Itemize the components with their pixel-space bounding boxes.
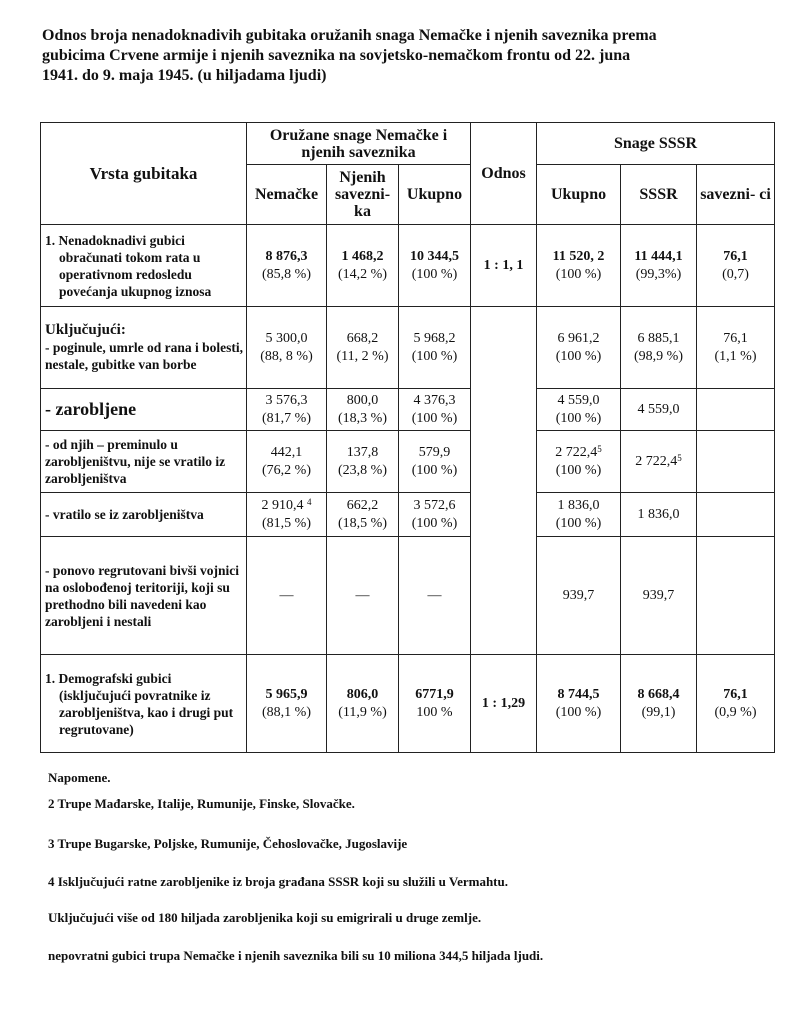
row-label: - ponovo regrutovani bivši vojnici na oslobođenoj teritoriji, koji su prethodno bili navedeni kao zarobljeni i nestali [41,537,247,655]
cell-ukupno-german: 6771,9 100 % [399,655,471,753]
cell-odnos: 1 : 1,29 [471,655,537,753]
table-row [41,537,775,655]
cell-saveznici: 76,1 (1,1 %) [697,307,775,389]
cell-ukupno-ussr: 8 744,5 (100 %) [537,655,621,753]
cell-saveznici: 76,1 (0,9 %) [697,655,775,753]
cell-ukupno-german: — [399,537,471,655]
cell-ukupno-ussr: 2 722,4$^5$ (100 %) [537,431,621,493]
cell-sssr: 11 444,1 (99,3%) [621,225,697,307]
cell-nemacke: 2 910,4 $^4$ (81,5 %) [247,493,327,537]
cell-sssr: 1 836,0 [621,493,697,537]
cell-sssr: 2 722,4$^5$ [621,431,697,493]
cell-ukupno-german: 5 968,2 (100 %) [399,307,471,389]
cell-ukupno-ussr: 4 559,0 (100 %) [537,389,621,431]
cell-sssr: 939,7 [621,537,697,655]
note-5: Uključujući više od 180 hiljada zarobljenika koji su emigrirali u druge zemlje. [48,910,482,925]
cell-sssr: 4 559,0 [621,389,697,431]
title-line-3: 1941. do 9. maja 1945. (u hiljadama ljudi) [42,67,327,84]
cell-njenih: 1 468,2 (14,2 %) [327,225,399,307]
losses-table [40,122,775,753]
row-label: - zarobljene [41,389,247,431]
cell-saveznici-empty [697,431,775,493]
cell-saveznici-empty [697,537,775,655]
cell-ukupno-ussr: 939,7 [537,537,621,655]
table-row [41,493,775,537]
header-vrsta-gubitaka: Vrsta gubitaka [41,123,247,225]
losses-table-wrapper [40,122,774,753]
cell-ukupno-ussr: 6 961,2 (100 %) [537,307,621,389]
cell-njenih: 806,0 (11,9 %) [327,655,399,753]
cell-sssr: 6 885,1 (98,9 %) [621,307,697,389]
title-line-1: Odnos broja nenadoknadivih gubitaka oružanih snaga Nemačke i njenih saveznika prema [42,27,657,44]
note-2: 2 Trupe Mađarske, Italije, Rumunije, Finske, Slovačke. [48,796,355,811]
cell-ukupno-ussr: 1 836,0 (100 %) [537,493,621,537]
note-3: 3 Trupe Bugarske, Poljske, Rumunije, Čehoslovačke, Jugoslavije [48,836,408,851]
table-row [41,655,775,753]
cell-odnos: 1 : 1, 1 [471,225,537,307]
cell-nemacke: 8 876,3 (85,8 %) [247,225,327,307]
cell-ukupno-ussr: 11 520, 2 (100 %) [537,225,621,307]
cell-njenih: 137,8 (23,8 %) [327,431,399,493]
header-saveznici: savezni- ci [697,165,775,225]
note-6: nepovratni gubici trupa Nemačke i njenih saveznika bili su 10 miliona 344,5 hiljada ljudi. [48,948,544,963]
header-odnos: Odnos [471,123,537,225]
header-sssr: SSSR [621,165,697,225]
header-ukupno-ussr: Ukupno [537,165,621,225]
cell-sssr: 8 668,4 (99,1) [621,655,697,753]
cell-saveznici-empty [697,493,775,537]
table-row [41,389,775,431]
cell-nemacke: 442,1 (76,2 %) [247,431,327,493]
cell-ukupno-german: 579,9 (100 %) [399,431,471,493]
header-nemacke: Nemačke [247,165,327,225]
row-label: - vratilo se iz zarobljeništva [41,493,247,537]
header-ukupno-german: Ukupno [399,165,471,225]
document-title [42,26,782,86]
row-label: 1. Demografski gubici (isključujući povratnike iz zarobljeništva, kao i drugi put regrutovane) [41,655,247,753]
cell-njenih: 662,2 (18,5 %) [327,493,399,537]
cell-ukupno-german: 10 344,5 (100 %) [399,225,471,307]
note-4: 4 Isključujući ratne zarobljenike iz broja građana SSSR koji su služili u Vermahtu. [48,874,508,889]
title-line-2: gubicima Crvene armije i njenih saveznika na sovjetsko-nemačkom frontu od 22. juna [42,47,631,64]
cell-nemacke: 5 300,0 (88, 8 %) [247,307,327,389]
cell-njenih: 800,0 (18,3 %) [327,389,399,431]
table-row [41,225,775,307]
table-row [41,307,775,389]
header-njenih-saveznika: Njenih savezni- ka [327,165,399,225]
header-german-forces: Oružane snage Nemačke i njenih saveznika [247,123,471,165]
cell-njenih: — [327,537,399,655]
cell-ukupno-german: 3 572,6 (100 %) [399,493,471,537]
cell-nemacke: — [247,537,327,655]
cell-saveznici-empty [697,389,775,431]
header-ussr-forces: Snage SSSR [537,123,775,165]
cell-odnos-empty [471,307,537,655]
cell-ukupno-german: 4 376,3 (100 %) [399,389,471,431]
row-label: 1. Nenadoknadivi gubici obračunati tokom rata u operativnom redosledu povećanja ukupnog iznosa [41,225,247,307]
cell-nemacke: 5 965,9 (88,1 %) [247,655,327,753]
cell-njenih: 668,2 (11, 2 %) [327,307,399,389]
cell-saveznici: 76,1 (0,7) [697,225,775,307]
row-label: Uključujući: - poginule, umrle od rana i bolesti, nestale, gubitke van borbe [41,307,247,389]
row-label: - od njih – preminulo u zarobljeništvu, nije se vratilo iz zarobljeništva [41,431,247,493]
notes-heading: Napomene. [48,770,111,785]
cell-nemacke: 3 576,3 (81,7 %) [247,389,327,431]
table-row [41,431,775,493]
